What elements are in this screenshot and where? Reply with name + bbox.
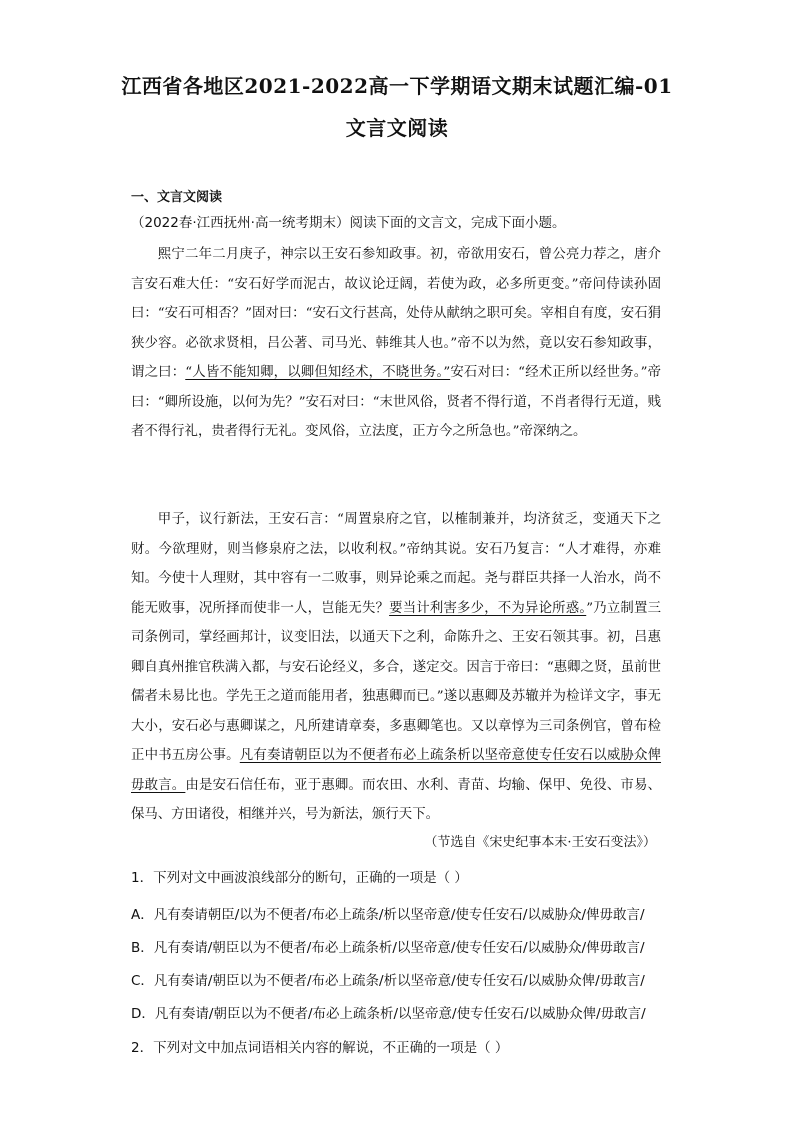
document-title: 江西省各地区2021-2022高一下学期语文期末试题汇编-01 (121, 74, 673, 98)
underlined-sentence: “人皆不能知卿，以卿但知经术，不晓世务。” (185, 365, 451, 380)
question-1-option-d: D．凡有奏请/朝臣以为不便者/布必上疏条析/以坚帝意/使专任安石/以威胁众俾/毋敢言/ (131, 1006, 646, 1022)
question-1-option-a: A．凡有奏请朝臣/以为不便者/布必上疏条/析以坚帝意/使专任安石/以威胁众/俾毋敢言/ (131, 907, 645, 923)
passage-text: 由是安石信任布，亚于惠卿。而农田、水利、青苗、均输、保甲、免役、市易、保马、方田诸役，相继并兴，号为新法，颁行天下。 (131, 777, 662, 822)
question-1-option-c: C．凡有奏请/朝臣以为不便者/布必上疏条/析以坚帝意/使专任安石/以威胁众俾/毋敢言/ (131, 973, 645, 989)
section-heading: 一、文言文阅读 (131, 190, 223, 205)
passage-paragraph-1 (131, 240, 661, 447)
passage-text: ”乃立制置三司条例司，掌经画邦计，议变旧法，以通天下之利，命陈升之、王安石领其事。初，吕惠卿自真州推官秩满入都，与安石论经义，多合，遂定交。因言于帝曰：“惠卿之贤，虽前世儒者未易比也。学先王之道而能用者，独惠卿而已。”遂以惠卿及苏辙并为检详文字，事无大小，安石必与惠卿谋之，凡所建请章奏，多惠卿笔也。又以章惇为三司条例官，曾布检正中书五房公事。 (131, 600, 661, 763)
passage-source: （节选自《宋史纪事本末·王安石变法》） (424, 835, 656, 850)
underlined-sentence: 要当计利害多少，不为异论所惑。 (389, 600, 587, 616)
passage-text: 安石对曰：“经术正所以经世务。”帝曰：“卿所设施，以何为先？”安石对曰：“末世风俗，贤者不得行道，不肖者得行无道，贱者不得行礼，贵者得行无礼。变风俗，立法度，正方今之所急也。”帝深纳之。 (131, 365, 661, 439)
passage-text: 熙宁二年二月庚子，神宗以王安石参知政事。初，帝欲用安石，曾公亮力荐之，唐介言安石难大任：“安石好学而泥古，故议论迂阔，若使为政，必多所更变。”帝问侍读孙固曰：“安石可相否？”固对曰：“安石文行甚高，处侍从献纳之职可矣。宰相自有度，安石狷狭少容。必欲求贤相，吕公著、司马光、韩维其人也。”帝不以为然，竟以安石参知政事，谓之曰： (131, 247, 661, 380)
question-2-stem: 2．下列对文中加点词语相关内容的解说，不正确的一项是（ ） (131, 1040, 509, 1056)
question-intro: （2022春·江西抚州·高一统考期末）阅读下面的文言文，完成下面小题。 (131, 215, 566, 231)
question-1-option-b: B．凡有奏请/朝臣以为不便者/布必上疏条析/以坚帝意/使专任安石/以威胁众/俾毋敢言/ (131, 940, 645, 956)
wavy-underlined-sentence: 凡有奏请朝臣以为不便者布必上疏条析以坚帝意使专任安石以威胁众俾毋敢言。 (131, 748, 662, 793)
question-1-stem: 1．下列对文中画波浪线部分的断句，正确的一项是（ ） (131, 870, 468, 886)
document-subtitle: 文言文阅读 (345, 116, 449, 140)
passage-text: 甲子，议行新法，王安石言：“周置泉府之官，以榷制兼并，均济贫乏，变通天下之财。今欲理财，则当修泉府之法，以收利权。”帝纳其说。安石乃复言：“人才难得，亦难知。今使十人理财，其中容有一二败事，则异论乘之而起。尧与群臣共择一人治水，尚不能无败事，况所择而使非一人，岂能无失？ (131, 512, 661, 616)
passage-paragraph-2 (131, 505, 661, 830)
